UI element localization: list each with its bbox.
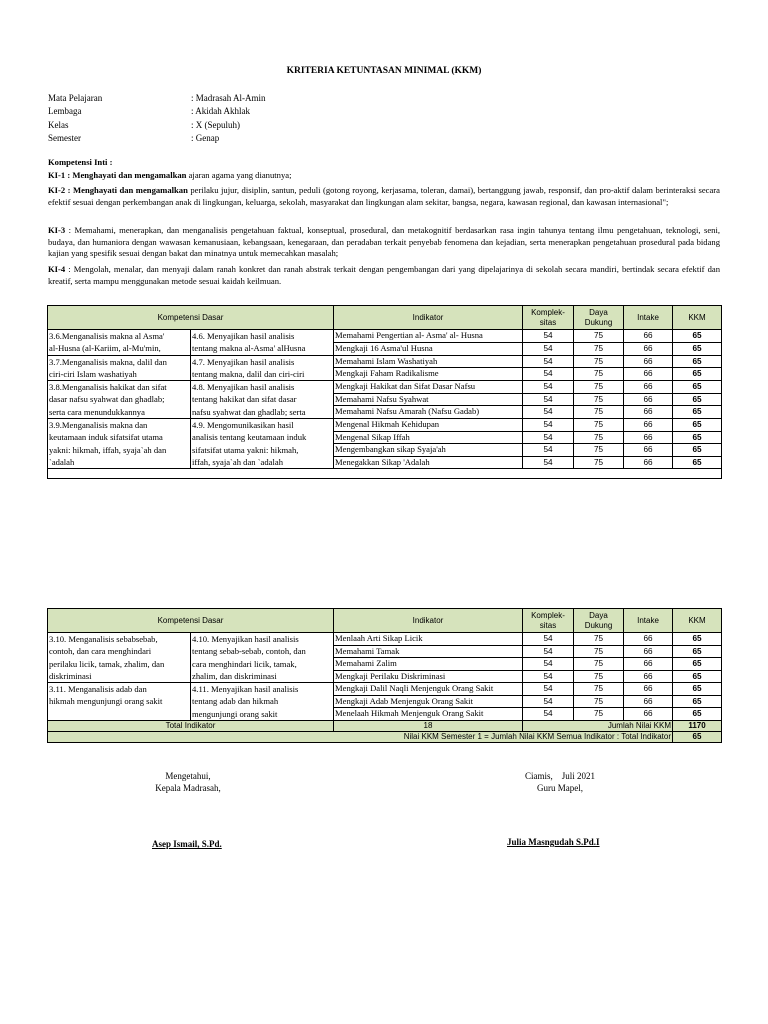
header-daya-dukung (574, 609, 624, 633)
kompetensi-dasar-4-cell (191, 381, 334, 419)
daya-dukung-cell: 75 (574, 645, 624, 658)
kompleksitas-cell: 54 (523, 368, 574, 381)
info-block (48, 92, 448, 145)
header-line: Dukung (584, 317, 613, 327)
kkm-cell: 65 (673, 431, 722, 444)
indikator-cell: Menegakkan Sikap 'Adalah (334, 456, 523, 469)
info-value: : Genap (191, 132, 220, 143)
ki-code: KI-4 (48, 264, 66, 274)
kompleksitas-cell: 54 (523, 342, 574, 355)
signature-left-line2: Kepala Madrasah, (155, 783, 221, 793)
daya-dukung-cell: 75 (574, 683, 624, 696)
indikator-cell: Menlaah Arti Sikap Licik (334, 633, 523, 646)
signature-left-line1: Mengetahui, (165, 771, 211, 781)
kompetensi-dasar-4-cell (191, 633, 334, 683)
kompetensi-dasar-4-cell (191, 419, 334, 469)
total-indikator-label: Total Indikator (48, 721, 334, 732)
kompleksitas-cell: 54 (523, 355, 574, 368)
daya-dukung-cell: 75 (574, 393, 624, 406)
intake-cell: 66 (624, 456, 673, 469)
kd-line: tentang sebab-sebab, contoh, dan (192, 646, 306, 657)
header-intake: Intake (624, 306, 673, 330)
kkm-cell: 65 (673, 670, 722, 683)
info-value: : Madrasah Al-Amin (191, 93, 266, 103)
indikator-cell: Mengkaji Hakikat dan Sifat Dasar Nafsu (334, 381, 523, 394)
kd-line: analisis tentang keutamaan induk (192, 432, 307, 443)
daya-dukung-cell: 75 (574, 456, 624, 469)
kompetensi-dasar-4-cell (191, 683, 334, 721)
total-indikator-row (48, 721, 722, 732)
kkm-cell: 65 (673, 342, 722, 355)
indikator-cell: Mengkaji Dalil Naqli Menjenguk Orang Sakit (334, 683, 523, 696)
indikator-cell: Mengkaji Perilaku Diskriminasi (334, 670, 523, 683)
daya-dukung-cell: 75 (574, 406, 624, 419)
daya-dukung-cell: 75 (574, 368, 624, 381)
header-kompetensi-dasar: Kompetensi Dasar (48, 609, 334, 633)
kkm-cell: 65 (673, 406, 722, 419)
kd-line: mengunjungi orang sakit (192, 708, 278, 719)
kompetensi-dasar-3-cell (48, 330, 191, 356)
daya-dukung-cell: 75 (574, 708, 624, 721)
indikator-cell: Mengkaji Adab Menjenguk Orang Sakit (334, 695, 523, 708)
kompleksitas-cell: 54 (523, 658, 574, 671)
kkm-cell: 65 (673, 683, 722, 696)
kd-line: `adalah (49, 456, 75, 467)
kompetensi-dasar-3-cell (48, 633, 191, 683)
kkm-cell: 65 (673, 381, 722, 394)
kompetensi-dasar-3-cell (48, 683, 191, 721)
table-row (48, 355, 722, 368)
kd-line: al-Husna (al-Kariim, al-Mu'min, (49, 343, 161, 354)
ki-code: KI-2 (48, 185, 66, 195)
intake-cell: 66 (624, 633, 673, 646)
table-bottom-row (48, 469, 722, 479)
ki-2-paragraph (48, 185, 720, 208)
info-label: Kelas (48, 119, 69, 130)
kd-line: tentang hakikat dan sifat dasar (192, 394, 297, 405)
info-row-lembaga (48, 105, 448, 118)
daya-dukung-cell: 75 (574, 342, 624, 355)
kkm-cell: 65 (673, 393, 722, 406)
intake-cell: 66 (624, 683, 673, 696)
kd-line: iffah, syaja`ah dan `adalah (192, 456, 283, 467)
ki-code: KI-1 (48, 170, 66, 180)
kkm-cell: 65 (673, 419, 722, 432)
kkm-cell: 65 (673, 444, 722, 457)
total-indikator-value: 18 (334, 721, 523, 732)
ki-1-paragraph (48, 170, 720, 182)
header-daya-dukung (574, 306, 624, 330)
kd-line: nafsu syahwat dan ghadlab; serta (192, 406, 306, 417)
daya-dukung-cell: 75 (574, 658, 624, 671)
ki-text: ajaran agama yang dianutnya; (186, 170, 292, 180)
document-title: KRITERIA KETUNTASAN MINIMAL (KKM) (286, 66, 482, 76)
info-label: Semester (48, 132, 81, 143)
header-kompleksitas (523, 306, 574, 330)
intake-cell: 66 (624, 406, 673, 419)
kd-line: tentang makna, dalil dan ciri-ciri (192, 368, 305, 379)
header-line: Daya (589, 307, 608, 317)
indikator-cell: Memahami Nafsu Amarah (Nafsu Gadab) (334, 406, 523, 419)
kd-line: dasar nafsu syahwat dan ghadlab; (49, 394, 165, 405)
kd-line: 4.8. Menyajikan hasil analisis (192, 382, 295, 393)
nilai-kkm-label: Nilai KKM Semester 1 = Jumlah Nilai KKM Semua Indikator : Total Indikator (48, 732, 673, 743)
kkm-cell: 65 (673, 645, 722, 658)
kd-line: perilaku licik, tamak, zhalim, dan (49, 658, 165, 669)
daya-dukung-cell: 75 (574, 695, 624, 708)
daya-dukung-cell: 75 (574, 381, 624, 394)
kkm-cell: 65 (673, 456, 722, 469)
daya-dukung-cell: 75 (574, 633, 624, 646)
kd-line: tentang adab dan hikmah (192, 696, 279, 707)
kompleksitas-cell: 54 (523, 444, 574, 457)
ki-text: : Mengolah, menalar, dan menyaji dalam ranah konkret dan ranah abstrak terkait dengan pengembangan dari yang dipelajarinya di sekolah secara mandiri, bertindak secara efektif dan kreatif, serta mampu menggunakan metode sesuai kaidah keilmuan. (48, 264, 720, 286)
indikator-cell: Memahami Zalim (334, 658, 523, 671)
daya-dukung-cell: 75 (574, 419, 624, 432)
header-indikator: Indikator (334, 609, 523, 633)
signature-right-line1: Ciamis, Juli 2021 (524, 771, 595, 781)
nilai-kkm-row (48, 732, 722, 743)
intake-cell: 66 (624, 342, 673, 355)
nilai-kkm-value: 65 (673, 732, 722, 743)
header-indikator: Indikator (334, 306, 523, 330)
intake-cell: 66 (624, 381, 673, 394)
indikator-cell: Mengenal Sikap Iffah (334, 431, 523, 444)
kompleksitas-cell: 54 (523, 419, 574, 432)
header-line: Komplek- (531, 307, 565, 317)
info-value: : X (Sepuluh) (191, 119, 240, 130)
signature-right (500, 770, 620, 794)
info-label: Mata Pelajaran (48, 93, 103, 103)
indikator-cell: Memahami Tamak (334, 645, 523, 658)
kkm-cell: 65 (673, 330, 722, 343)
indikator-cell: Mengkaji 16 Asma'ul Husna (334, 342, 523, 355)
kd-line: yakni: hikmah, iffah, syaja`ah dan (49, 444, 167, 455)
ki-heading: Kompetensi Inti : (48, 157, 113, 167)
kompetensi-dasar-3-cell (48, 355, 191, 381)
header-line: sitas (539, 620, 557, 630)
header-kompetensi-dasar: Kompetensi Dasar (48, 306, 334, 330)
kd-line: cara menghindari licik, tamak, (192, 658, 297, 669)
intake-cell: 66 (624, 368, 673, 381)
indikator-cell: Memahami Islam Washatiyah (334, 355, 523, 368)
ki-code: KI-3 (48, 225, 66, 235)
info-row-kelas (48, 119, 448, 132)
kompleksitas-cell: 54 (523, 670, 574, 683)
intake-cell: 66 (624, 355, 673, 368)
intake-cell: 66 (624, 444, 673, 457)
daya-dukung-cell: 75 (574, 431, 624, 444)
kd-line: 3.10. Menganalisis sebabsebab, (49, 634, 158, 644)
table-row (48, 633, 722, 646)
kd-line: 3.9.Menganalisis makna dan (49, 420, 148, 431)
kd-line: tentang makna al-Asma' alHusna (192, 343, 306, 354)
daya-dukung-cell: 75 (574, 670, 624, 683)
kompleksitas-cell: 54 (523, 431, 574, 444)
intake-cell: 66 (624, 419, 673, 432)
kd-line: 4.9. Mengomunikasikan hasil (192, 420, 294, 431)
kd-line: 3.11. Menganalisis adab dan (49, 684, 147, 695)
headmaster-name: Asep Ismail, S.Pd. (152, 839, 222, 849)
header-line: Daya (589, 610, 608, 620)
table-row (48, 419, 722, 432)
kkm-cell: 65 (673, 633, 722, 646)
kd-line: 4.7. Menyajikan hasil analisis (192, 356, 295, 367)
kompleksitas-cell: 54 (523, 393, 574, 406)
kompetensi-dasar-3-cell (48, 419, 191, 469)
kompleksitas-cell: 54 (523, 406, 574, 419)
indikator-cell: Menelaah Hikmah Menjenguk Orang Sakit (334, 708, 523, 721)
kd-line: contoh, dan cara menghindari (49, 646, 152, 657)
indikator-cell: Memahami Nafsu Syahwat (334, 393, 523, 406)
intake-cell: 66 (624, 645, 673, 658)
kd-line: hikmah mengunjungi orang sakit (49, 696, 163, 707)
jumlah-nilai-label: Jumlah Nilai KKM (523, 721, 673, 732)
intake-cell: 66 (624, 431, 673, 444)
kd-line: ciri-ciri Islam washatiyah (49, 368, 137, 379)
kd-line: 3.6.Menganalisis makna al Asma' (49, 331, 165, 341)
info-row-mapel (48, 92, 448, 105)
ki-text: : Memahami, menerapkan, dan menganalisis pengetahuan faktual, konseptual, prosedural, dan metakognitif berdasarkan rasa ingin tahunya tentang ilmu pengetahuan, teknologi, seni, budaya, dan humaniora dengan wawasan kemanusiaan, kebangsaan, kenegaraan, dan peradaban terkait penyebab fenomena dan kejadian, serta menerapkan pengetahuan prosedural pada bidang kajian yang spesifik sesuai dengan bakat dan minatnya untuk memecahkan masalah; (48, 225, 720, 259)
kompleksitas-cell: 54 (523, 456, 574, 469)
intake-cell: 66 (624, 708, 673, 721)
kd-line: 4.6. Menyajikan hasil analisis (192, 331, 295, 341)
kompleksitas-cell: 54 (523, 645, 574, 658)
table-row (48, 381, 722, 394)
intake-cell: 66 (624, 330, 673, 343)
ki-3-paragraph (48, 225, 720, 260)
header-kkm: KKM (673, 609, 722, 633)
kompetensi-dasar-4-cell (191, 355, 334, 381)
kkm-cell: 65 (673, 695, 722, 708)
table-row (48, 330, 722, 343)
kkm-table-1 (47, 305, 722, 479)
kd-line: 4.10. Menyajikan hasil analisis (192, 634, 299, 644)
signature-right-line2: Guru Mapel, (537, 783, 583, 793)
kompleksitas-cell: 54 (523, 683, 574, 696)
kd-line: keutamaan induk sifatsifat utama (49, 432, 163, 443)
kompleksitas-cell: 54 (523, 330, 574, 343)
signature-left (128, 770, 248, 794)
kkm-cell: 65 (673, 658, 722, 671)
intake-cell: 66 (624, 670, 673, 683)
kompetensi-dasar-3-cell (48, 381, 191, 419)
table-row (48, 683, 722, 696)
jumlah-nilai-value: 1170 (673, 721, 722, 732)
intake-cell: 66 (624, 393, 673, 406)
kompleksitas-cell: 54 (523, 381, 574, 394)
header-line: Dukung (584, 620, 613, 630)
kkm-cell: 65 (673, 355, 722, 368)
ki-4-paragraph (48, 264, 720, 287)
info-row-semester (48, 132, 448, 145)
ki-bold-text: : Menghayati dan mengamalkan (65, 185, 188, 195)
header-kompleksitas (523, 609, 574, 633)
intake-cell: 66 (624, 695, 673, 708)
kd-line: sifatsifat utama yakni: hikmah, (192, 444, 299, 455)
kkm-cell: 65 (673, 368, 722, 381)
ki-text: perilaku jujur, disiplin, santun, peduli (gotong royong, kerjasama, toleran, damai), bertanggung jawab, responsif, dan pro-aktif dalam berinteraksi secara efektif sesuai dengan perkembangan anak di lingkungan, keluarga, sekolah, masyarakat dan lingkungan alam sekitar, bangsa, negara, kawasan regional, dan kawasan internasional"; (48, 185, 720, 207)
kompetensi-dasar-4-cell (191, 330, 334, 356)
indikator-cell: Mengenal Hikmah Kehidupan (334, 419, 523, 432)
kd-line: 3.7.Menganalisis makna, dalil dan (49, 356, 167, 367)
header-line: Komplek- (531, 610, 565, 620)
daya-dukung-cell: 75 (574, 355, 624, 368)
kd-line: 4.11. Menyajikan hasil analisis (192, 684, 299, 695)
kompleksitas-cell: 54 (523, 708, 574, 721)
info-value: : Akidah Akhlak (191, 106, 250, 117)
kkm-table-2 (47, 608, 722, 743)
daya-dukung-cell: 75 (574, 330, 624, 343)
kd-line: diskriminasi (49, 670, 92, 681)
kompleksitas-cell: 54 (523, 633, 574, 646)
kkm-cell: 65 (673, 708, 722, 721)
daya-dukung-cell: 75 (574, 444, 624, 457)
header-kkm: KKM (673, 306, 722, 330)
indikator-cell: Memahami Pengertian al- Asma' al- Husna (334, 330, 523, 343)
header-intake: Intake (624, 609, 673, 633)
kd-line: zhalim, dan diskriminasi (192, 670, 277, 681)
header-line: sitas (539, 317, 557, 327)
intake-cell: 66 (624, 658, 673, 671)
info-label: Lembaga (48, 106, 82, 117)
kd-line: 3.8.Menganalisis hakikat dan sifat (49, 382, 167, 393)
kompleksitas-cell: 54 (523, 695, 574, 708)
teacher-name: Julia Masngudah S.Pd.I (507, 837, 600, 847)
indikator-cell: Mengkaji Faham Radikalisme (334, 368, 523, 381)
indikator-cell: Mengembangkan sikap Syaja'ah (334, 444, 523, 457)
ki-bold-text: : Menghayati dan mengamalkan (65, 170, 187, 180)
kd-line: serta cara menundukkannya (49, 406, 145, 417)
